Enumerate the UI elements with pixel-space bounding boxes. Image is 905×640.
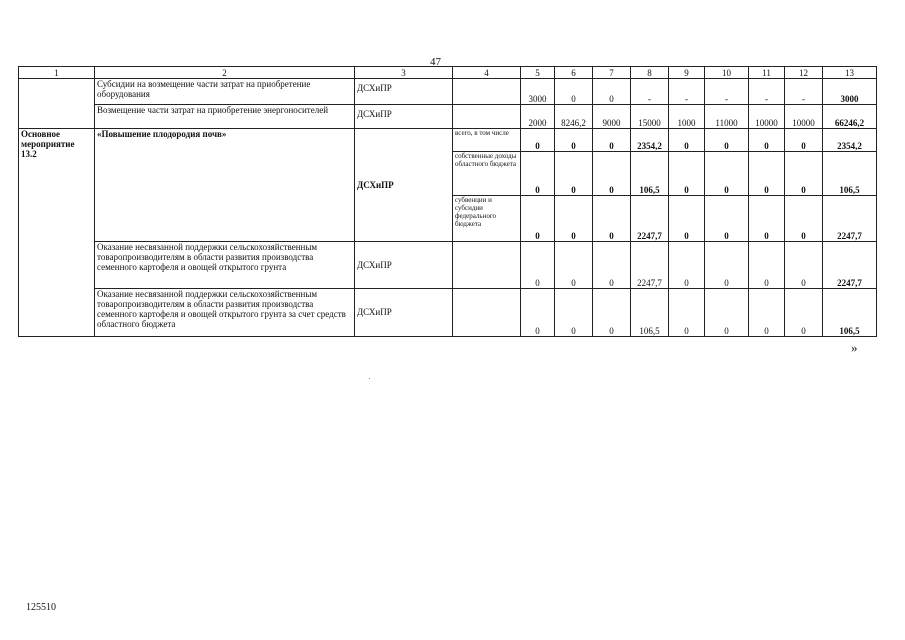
- row-description: Оказание несвязанной поддержки сельскохозяйственным товаропроизводителям в области развития производства семенного картофеля и овощей открытого грунта: [95, 242, 355, 289]
- value-cell: 2247,7: [631, 196, 669, 242]
- total-cell: 3000: [823, 79, 877, 105]
- value-cell: 0: [593, 242, 631, 289]
- row-source: субвенции и субсидии федерального бюджета: [453, 196, 521, 242]
- header-cell: 5: [521, 67, 555, 79]
- value-cell: 0: [555, 196, 593, 242]
- value-cell: 106,5: [631, 289, 669, 337]
- value-cell: 0: [749, 196, 785, 242]
- value-cell: 3000: [521, 79, 555, 105]
- value-cell: 0: [593, 129, 631, 152]
- value-cell: 0: [521, 289, 555, 337]
- empty-cell: [19, 79, 95, 129]
- row-source: [453, 289, 521, 337]
- value-cell: 10000: [785, 105, 823, 129]
- budget-table: [18, 66, 877, 337]
- value-cell: 1000: [669, 105, 705, 129]
- header-cell: 7: [593, 67, 631, 79]
- continuation-mark: »: [851, 340, 858, 355]
- value-cell: 0: [749, 242, 785, 289]
- value-cell: 0: [555, 242, 593, 289]
- row-source: [453, 79, 521, 105]
- value-cell: 0: [521, 152, 555, 196]
- value-cell: 0: [785, 196, 823, 242]
- value-cell: 0: [669, 196, 705, 242]
- value-cell: 0: [705, 289, 749, 337]
- value-cell: 10000: [749, 105, 785, 129]
- table-row: [19, 129, 877, 152]
- page-number: 47: [430, 56, 441, 68]
- header-cell: 4: [453, 67, 521, 79]
- value-cell: 2354,2: [631, 129, 669, 152]
- total-cell: 2247,7: [823, 196, 877, 242]
- document-code: 125510: [26, 602, 56, 613]
- value-cell: 0: [705, 196, 749, 242]
- row-source: всего, в том числе: [453, 129, 521, 152]
- total-cell: 66246,2: [823, 105, 877, 129]
- header-cell: 12: [785, 67, 823, 79]
- row-description: Оказание несвязанной поддержки сельскохозяйственным товаропроизводителям в области развития производства семенного картофеля и овощей открытого грунта за счет средств областного бюджета: [95, 289, 355, 337]
- value-cell: 15000: [631, 105, 669, 129]
- value-cell: 106,5: [631, 152, 669, 196]
- value-cell: -: [749, 79, 785, 105]
- header-cell: 13: [823, 67, 877, 79]
- value-cell: -: [631, 79, 669, 105]
- header-cell: 3: [355, 67, 453, 79]
- value-cell: 0: [555, 152, 593, 196]
- value-cell: 0: [593, 79, 631, 105]
- value-cell: 0: [669, 129, 705, 152]
- value-cell: 0: [593, 196, 631, 242]
- value-cell: -: [785, 79, 823, 105]
- table-row: [19, 79, 877, 105]
- value-cell: 0: [749, 289, 785, 337]
- value-cell: 0: [705, 129, 749, 152]
- value-cell: -: [669, 79, 705, 105]
- row-source: [453, 105, 521, 129]
- header-cell: 1: [19, 67, 95, 79]
- value-cell: 0: [555, 129, 593, 152]
- header-cell: 10: [705, 67, 749, 79]
- value-cell: 0: [521, 242, 555, 289]
- scan-speck: [369, 378, 370, 379]
- value-cell: 0: [669, 289, 705, 337]
- value-cell: 0: [593, 152, 631, 196]
- value-cell: 0: [785, 289, 823, 337]
- header-row: [19, 67, 877, 79]
- activity-title: Основное мероприятие 13.2: [19, 129, 95, 337]
- value-cell: 0: [669, 242, 705, 289]
- value-cell: 0: [593, 289, 631, 337]
- value-cell: 8246,2: [555, 105, 593, 129]
- value-cell: 0: [785, 242, 823, 289]
- row-description: Возмещение части затрат на приобретение энергоносителей: [95, 105, 355, 129]
- total-cell: 106,5: [823, 152, 877, 196]
- value-cell: 0: [785, 152, 823, 196]
- total-cell: 106,5: [823, 289, 877, 337]
- table-row: [19, 289, 877, 337]
- row-description: Субсидии на возмещение части затрат на приобретение оборудования: [95, 79, 355, 105]
- value-cell: 0: [785, 129, 823, 152]
- value-cell: -: [705, 79, 749, 105]
- value-cell: 0: [521, 196, 555, 242]
- value-cell: 0: [705, 152, 749, 196]
- value-cell: 2247,7: [631, 242, 669, 289]
- value-cell: 2000: [521, 105, 555, 129]
- header-cell: 6: [555, 67, 593, 79]
- table-row: [19, 105, 877, 129]
- value-cell: 0: [521, 129, 555, 152]
- row-source: собственные доходы областного бюджета: [453, 152, 521, 196]
- total-cell: 2247,7: [823, 242, 877, 289]
- activity-description: «Повышение плодородия почв»: [95, 129, 355, 242]
- activity-executor: ДСХиПР: [355, 129, 453, 242]
- header-cell: 8: [631, 67, 669, 79]
- table-row: [19, 242, 877, 289]
- value-cell: 9000: [593, 105, 631, 129]
- row-executor: ДСХиПР: [355, 242, 453, 289]
- value-cell: 0: [669, 152, 705, 196]
- value-cell: 0: [749, 152, 785, 196]
- value-cell: 0: [705, 242, 749, 289]
- value-cell: 0: [749, 129, 785, 152]
- value-cell: 0: [555, 289, 593, 337]
- row-executor: ДСХиПР: [355, 105, 453, 129]
- row-executor: ДСХиПР: [355, 79, 453, 105]
- value-cell: 0: [555, 79, 593, 105]
- row-executor: ДСХиПР: [355, 289, 453, 337]
- row-source: [453, 242, 521, 289]
- header-cell: 9: [669, 67, 705, 79]
- header-cell: 11: [749, 67, 785, 79]
- value-cell: 11000: [705, 105, 749, 129]
- header-cell: 2: [95, 67, 355, 79]
- total-cell: 2354,2: [823, 129, 877, 152]
